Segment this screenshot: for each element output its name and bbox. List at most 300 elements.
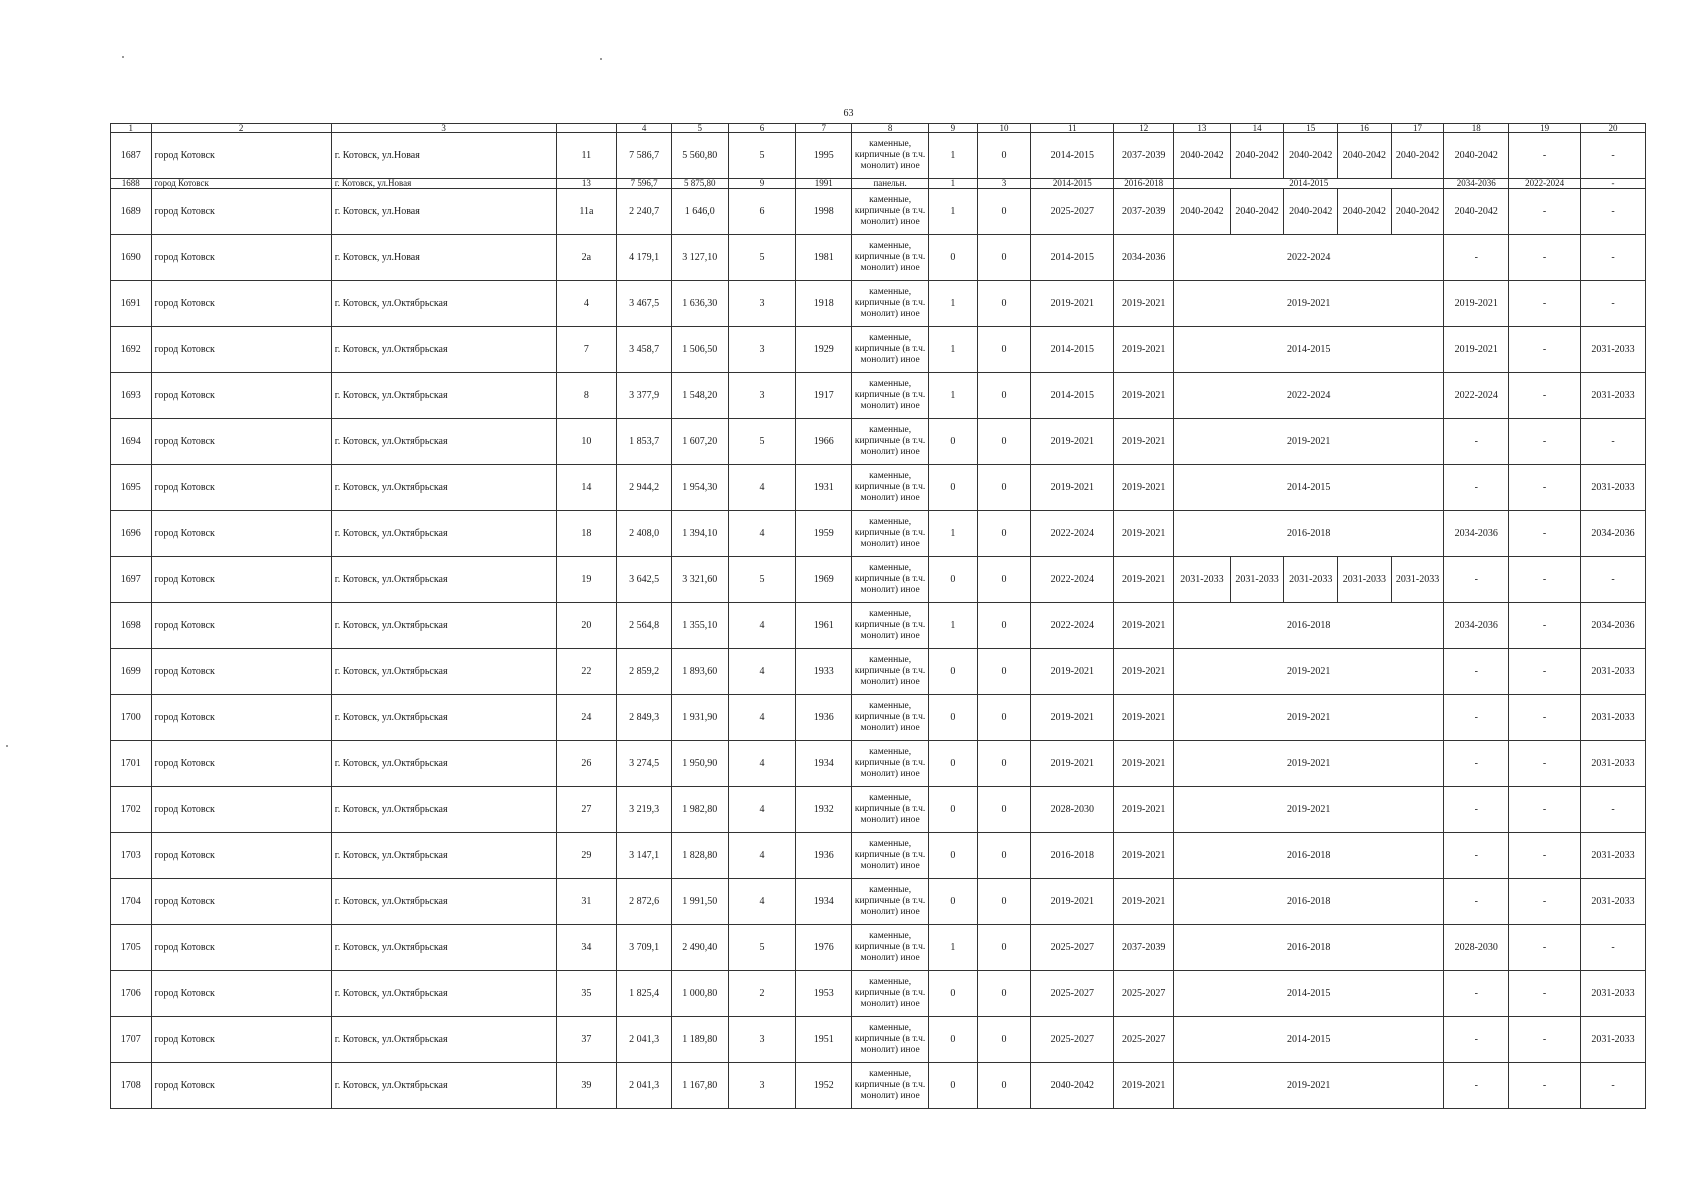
header-cell: 16 — [1338, 124, 1392, 133]
cell-wall-material: каменные, кирпичные (в т.ч. монолит) иное — [852, 281, 929, 327]
cell-col-11: 2025-2027 — [1031, 1017, 1114, 1063]
cell-house-number: 4 — [556, 281, 617, 327]
cell-col-9: 1 — [929, 179, 978, 189]
cell-col-19: - — [1509, 649, 1581, 695]
cell-wall-material: каменные, кирпичные (в т.ч. монолит) иное — [852, 465, 929, 511]
cell-area-total: 3 709,1 — [617, 925, 672, 971]
cell-col-13: 2040-2042 — [1174, 189, 1231, 235]
cell-col-9: 0 — [929, 787, 978, 833]
cell-build-year: 1976 — [796, 925, 852, 971]
cell-municipality: город Котовск — [151, 511, 331, 557]
cell-col-13-17-merged: 2014-2015 — [1174, 327, 1444, 373]
header-cell: 20 — [1581, 124, 1646, 133]
cell-col-18: 2019-2021 — [1444, 281, 1509, 327]
cell-municipality: город Котовск — [151, 787, 331, 833]
table-row — [111, 971, 1646, 1017]
cell-wall-material: каменные, кирпичные (в т.ч. монолит) иное — [852, 511, 929, 557]
cell-floors: 5 — [728, 557, 796, 603]
cell-build-year: 1934 — [796, 879, 852, 925]
header-cell: 19 — [1509, 124, 1581, 133]
cell-build-year: 1951 — [796, 1017, 852, 1063]
cell-municipality: город Котовск — [151, 557, 331, 603]
cell-col-20: 2031-2033 — [1581, 373, 1646, 419]
cell-area-total: 3 642,5 — [617, 557, 672, 603]
cell-build-year: 1936 — [796, 833, 852, 879]
header-cell: 7 — [796, 124, 852, 133]
cell-house-number: 18 — [556, 511, 617, 557]
cell-col-13-17-merged: 2019-2021 — [1174, 419, 1444, 465]
cell-col-10: 0 — [977, 189, 1031, 235]
cell-row-number: 1690 — [111, 235, 152, 281]
cell-house-number: 24 — [556, 695, 617, 741]
header-cell: 18 — [1444, 124, 1509, 133]
cell-col-20: - — [1581, 179, 1646, 189]
cell-area-living: 1 355,10 — [671, 603, 728, 649]
cell-area-total: 2 849,3 — [617, 695, 672, 741]
cell-col-20: - — [1581, 235, 1646, 281]
cell-col-18: 2019-2021 — [1444, 327, 1509, 373]
header-cell: 9 — [929, 124, 978, 133]
cell-col-20: - — [1581, 281, 1646, 327]
cell-col-11: 2022-2024 — [1031, 557, 1114, 603]
cell-house-number: 37 — [556, 1017, 617, 1063]
cell-area-total: 3 219,3 — [617, 787, 672, 833]
cell-col-10: 0 — [977, 787, 1031, 833]
cell-house-number: 29 — [556, 833, 617, 879]
cell-wall-material: каменные, кирпичные (в т.ч. монолит) иное — [852, 741, 929, 787]
cell-address: г. Котовск, ул.Октябрьская — [331, 327, 556, 373]
cell-col-19: - — [1509, 465, 1581, 511]
cell-build-year: 1969 — [796, 557, 852, 603]
cell-row-number: 1692 — [111, 327, 152, 373]
cell-area-living: 1 950,90 — [671, 741, 728, 787]
cell-row-number: 1695 — [111, 465, 152, 511]
cell-address: г. Котовск, ул.Октябрьская — [331, 695, 556, 741]
page-number: 63 — [843, 108, 854, 119]
cell-col-12: 2019-2021 — [1114, 649, 1174, 695]
cell-area-total: 3 377,9 — [617, 373, 672, 419]
cell-col-10: 0 — [977, 235, 1031, 281]
cell-col-19: - — [1509, 373, 1581, 419]
table-row — [111, 603, 1646, 649]
cell-col-20: 2031-2033 — [1581, 327, 1646, 373]
cell-col-9: 1 — [929, 281, 978, 327]
cell-area-total: 1 825,4 — [617, 971, 672, 1017]
cell-address: г. Котовск, ул.Октябрьская — [331, 649, 556, 695]
cell-col-9: 1 — [929, 133, 978, 179]
cell-col-10: 0 — [977, 1017, 1031, 1063]
cell-row-number: 1701 — [111, 741, 152, 787]
table-row — [111, 465, 1646, 511]
header-cell: 10 — [977, 124, 1031, 133]
cell-col-11: 2019-2021 — [1031, 695, 1114, 741]
table-row — [111, 1063, 1646, 1109]
cell-col-9: 0 — [929, 1017, 978, 1063]
cell-floors: 5 — [728, 133, 796, 179]
cell-col-13-17-merged: 2022-2024 — [1174, 235, 1444, 281]
cell-area-total: 3 274,5 — [617, 741, 672, 787]
cell-col-9: 0 — [929, 971, 978, 1017]
cell-build-year: 1959 — [796, 511, 852, 557]
table-row — [111, 419, 1646, 465]
cell-area-living: 2 490,40 — [671, 925, 728, 971]
cell-col-20: 2031-2033 — [1581, 971, 1646, 1017]
cell-col-11: 2025-2027 — [1031, 925, 1114, 971]
cell-col-11: 2014-2015 — [1031, 235, 1114, 281]
cell-col-12: 2019-2021 — [1114, 787, 1174, 833]
cell-col-10: 0 — [977, 133, 1031, 179]
cell-col-11: 2019-2021 — [1031, 281, 1114, 327]
cell-col-20: 2034-2036 — [1581, 511, 1646, 557]
cell-col-9: 1 — [929, 925, 978, 971]
cell-col-10: 0 — [977, 511, 1031, 557]
cell-col-20: - — [1581, 925, 1646, 971]
cell-row-number: 1698 — [111, 603, 152, 649]
cell-municipality: город Котовск — [151, 1017, 331, 1063]
header-cell: 11 — [1031, 124, 1114, 133]
table-row — [111, 235, 1646, 281]
cell-col-9: 0 — [929, 649, 978, 695]
cell-area-living: 5 875,80 — [671, 179, 728, 189]
cell-col-13-17-merged: 2014-2015 — [1174, 971, 1444, 1017]
cell-municipality: город Котовск — [151, 235, 331, 281]
header-cell: 15 — [1284, 124, 1338, 133]
cell-address: г. Котовск, ул.Октябрьская — [331, 1063, 556, 1109]
cell-build-year: 1917 — [796, 373, 852, 419]
cell-col-12: 2019-2021 — [1114, 833, 1174, 879]
table-row — [111, 695, 1646, 741]
cell-wall-material: каменные, кирпичные (в т.ч. монолит) иное — [852, 833, 929, 879]
cell-col-11: 2014-2015 — [1031, 373, 1114, 419]
cell-col-13-17-merged: 2019-2021 — [1174, 649, 1444, 695]
cell-area-living: 1 394,10 — [671, 511, 728, 557]
cell-area-total: 3 458,7 — [617, 327, 672, 373]
cell-address: г. Котовск, ул.Новая — [331, 235, 556, 281]
cell-col-9: 0 — [929, 419, 978, 465]
cell-col-19: - — [1509, 235, 1581, 281]
cell-col-11: 2016-2018 — [1031, 833, 1114, 879]
header-cell: 6 — [728, 124, 796, 133]
cell-wall-material: каменные, кирпичные (в т.ч. монолит) иное — [852, 879, 929, 925]
cell-col-12: 2019-2021 — [1114, 741, 1174, 787]
cell-floors: 3 — [728, 1017, 796, 1063]
cell-municipality: город Котовск — [151, 695, 331, 741]
cell-col-13-17-merged: 2016-2018 — [1174, 833, 1444, 879]
cell-col-16: 2031-2033 — [1338, 557, 1392, 603]
cell-house-number: 26 — [556, 741, 617, 787]
cell-area-living: 1 991,50 — [671, 879, 728, 925]
cell-area-total: 3 467,5 — [617, 281, 672, 327]
cell-floors: 4 — [728, 741, 796, 787]
cell-address: г. Котовск, ул.Октябрьская — [331, 557, 556, 603]
cell-col-12: 2037-2039 — [1114, 925, 1174, 971]
cell-row-number: 1694 — [111, 419, 152, 465]
cell-col-10: 0 — [977, 281, 1031, 327]
cell-col-13-17-merged: 2019-2021 — [1174, 695, 1444, 741]
cell-col-19: - — [1509, 189, 1581, 235]
cell-col-19: - — [1509, 695, 1581, 741]
cell-col-10: 0 — [977, 419, 1031, 465]
cell-col-17: 2031-2033 — [1391, 557, 1444, 603]
cell-col-13: 2031-2033 — [1174, 557, 1231, 603]
cell-area-total: 2 944,2 — [617, 465, 672, 511]
cell-area-living: 5 560,80 — [671, 133, 728, 179]
cell-wall-material: каменные, кирпичные (в т.ч. монолит) иное — [852, 649, 929, 695]
cell-col-12: 2016-2018 — [1114, 179, 1174, 189]
cell-col-20: 2031-2033 — [1581, 879, 1646, 925]
cell-address: г. Котовск, ул.Октябрьская — [331, 787, 556, 833]
cell-col-12: 2037-2039 — [1114, 189, 1174, 235]
cell-row-number: 1697 — [111, 557, 152, 603]
cell-col-19: - — [1509, 419, 1581, 465]
cell-row-number: 1700 — [111, 695, 152, 741]
cell-build-year: 1929 — [796, 327, 852, 373]
cell-address: г. Котовск, ул.Октябрьская — [331, 971, 556, 1017]
scan-speck — [600, 58, 602, 60]
cell-col-12: 2019-2021 — [1114, 281, 1174, 327]
cell-col-17: 2040-2042 — [1391, 189, 1444, 235]
cell-col-19: - — [1509, 1063, 1581, 1109]
cell-col-18: 2040-2042 — [1444, 189, 1509, 235]
cell-house-number: 13 — [556, 179, 617, 189]
table-row — [111, 179, 1646, 189]
cell-municipality: город Котовск — [151, 879, 331, 925]
table-row — [111, 557, 1646, 603]
cell-col-12: 2019-2021 — [1114, 511, 1174, 557]
cell-col-13-17-merged: 2014-2015 — [1174, 1017, 1444, 1063]
cell-house-number: 31 — [556, 879, 617, 925]
cell-area-living: 1 167,80 — [671, 1063, 728, 1109]
cell-col-18: - — [1444, 1063, 1509, 1109]
cell-area-total: 2 859,2 — [617, 649, 672, 695]
table-row — [111, 925, 1646, 971]
cell-col-20: 2031-2033 — [1581, 465, 1646, 511]
cell-house-number: 27 — [556, 787, 617, 833]
cell-col-9: 0 — [929, 557, 978, 603]
cell-col-9: 0 — [929, 1063, 978, 1109]
cell-col-15: 2040-2042 — [1284, 189, 1338, 235]
cell-address: г. Котовск, ул.Новая — [331, 179, 556, 189]
cell-floors: 4 — [728, 649, 796, 695]
cell-col-18: - — [1444, 695, 1509, 741]
cell-area-total: 7 596,7 — [617, 179, 672, 189]
table-row — [111, 649, 1646, 695]
cell-area-total: 1 853,7 — [617, 419, 672, 465]
cell-col-20: - — [1581, 557, 1646, 603]
scan-speck — [122, 56, 124, 58]
cell-col-11: 2014-2015 — [1031, 327, 1114, 373]
table-body — [111, 124, 1646, 1109]
cell-col-12: 2019-2021 — [1114, 419, 1174, 465]
cell-municipality: город Котовск — [151, 971, 331, 1017]
cell-col-12: 2019-2021 — [1114, 327, 1174, 373]
cell-build-year: 1933 — [796, 649, 852, 695]
cell-house-number: 34 — [556, 925, 617, 971]
table-row — [111, 833, 1646, 879]
cell-col-20: - — [1581, 1063, 1646, 1109]
cell-municipality: город Котовск — [151, 741, 331, 787]
cell-wall-material: каменные, кирпичные (в т.ч. монолит) иное — [852, 419, 929, 465]
cell-col-15: 2031-2033 — [1284, 557, 1338, 603]
cell-address: г. Котовск, ул.Новая — [331, 133, 556, 179]
cell-col-12: 2019-2021 — [1114, 373, 1174, 419]
cell-build-year: 1918 — [796, 281, 852, 327]
cell-wall-material: каменные, кирпичные (в т.ч. монолит) иное — [852, 189, 929, 235]
cell-col-11: 2040-2042 — [1031, 1063, 1114, 1109]
cell-col-15: 2040-2042 — [1284, 133, 1338, 179]
cell-build-year: 1991 — [796, 179, 852, 189]
cell-municipality: город Котовск — [151, 649, 331, 695]
cell-area-total: 3 147,1 — [617, 833, 672, 879]
cell-house-number: 14 — [556, 465, 617, 511]
cell-house-number: 8 — [556, 373, 617, 419]
cell-area-living: 1 982,80 — [671, 787, 728, 833]
header-cell: 17 — [1391, 124, 1444, 133]
cell-row-number: 1706 — [111, 971, 152, 1017]
cell-col-19: - — [1509, 281, 1581, 327]
cell-col-12: 2034-2036 — [1114, 235, 1174, 281]
cell-area-living: 1 548,20 — [671, 373, 728, 419]
cell-col-18: 2034-2036 — [1444, 511, 1509, 557]
cell-municipality: город Котовск — [151, 925, 331, 971]
header-cell: 5 — [671, 124, 728, 133]
cell-col-13-17-merged: 2022-2024 — [1174, 373, 1444, 419]
cell-area-total: 2 240,7 — [617, 189, 672, 235]
cell-col-19: - — [1509, 327, 1581, 373]
header-cell: 13 — [1174, 124, 1231, 133]
cell-row-number: 1699 — [111, 649, 152, 695]
cell-house-number: 20 — [556, 603, 617, 649]
cell-build-year: 1931 — [796, 465, 852, 511]
cell-municipality: город Котовск — [151, 281, 331, 327]
cell-address: г. Котовск, ул.Октябрьская — [331, 833, 556, 879]
cell-col-13-17-merged: 2019-2021 — [1174, 741, 1444, 787]
cell-col-20: 2031-2033 — [1581, 833, 1646, 879]
header-row — [111, 124, 1646, 133]
cell-col-11: 2022-2024 — [1031, 511, 1114, 557]
cell-row-number: 1689 — [111, 189, 152, 235]
cell-floors: 9 — [728, 179, 796, 189]
cell-wall-material: каменные, кирпичные (в т.ч. монолит) иное — [852, 235, 929, 281]
cell-floors: 3 — [728, 1063, 796, 1109]
cell-row-number: 1703 — [111, 833, 152, 879]
cell-col-12: 2019-2021 — [1114, 465, 1174, 511]
cell-floors: 6 — [728, 189, 796, 235]
cell-col-11: 2014-2015 — [1031, 179, 1114, 189]
cell-col-19: - — [1509, 511, 1581, 557]
cell-address: г. Котовск, ул.Октябрьская — [331, 925, 556, 971]
cell-floors: 4 — [728, 695, 796, 741]
cell-floors: 5 — [728, 419, 796, 465]
cell-col-10: 0 — [977, 741, 1031, 787]
cell-house-number: 2а — [556, 235, 617, 281]
cell-floors: 5 — [728, 925, 796, 971]
cell-wall-material: каменные, кирпичные (в т.ч. монолит) иное — [852, 1063, 929, 1109]
cell-col-18: 2034-2036 — [1444, 603, 1509, 649]
header-cell: 12 — [1114, 124, 1174, 133]
cell-col-18: 2028-2030 — [1444, 925, 1509, 971]
cell-municipality: город Котовск — [151, 179, 331, 189]
cell-floors: 4 — [728, 833, 796, 879]
cell-address: г. Котовск, ул.Октябрьская — [331, 281, 556, 327]
cell-address: г. Котовск, ул.Октябрьская — [331, 1017, 556, 1063]
cell-col-13: 2040-2042 — [1174, 133, 1231, 179]
header-cell — [556, 124, 617, 133]
cell-col-10: 0 — [977, 649, 1031, 695]
cell-col-12: 2019-2021 — [1114, 879, 1174, 925]
housing-table — [110, 123, 1646, 1109]
cell-col-9: 0 — [929, 741, 978, 787]
cell-col-19: - — [1509, 833, 1581, 879]
cell-col-10: 0 — [977, 925, 1031, 971]
cell-area-total: 2 408,0 — [617, 511, 672, 557]
cell-house-number: 22 — [556, 649, 617, 695]
cell-col-11: 2014-2015 — [1031, 133, 1114, 179]
cell-col-18: - — [1444, 1017, 1509, 1063]
cell-row-number: 1705 — [111, 925, 152, 971]
cell-wall-material: панельн. — [852, 179, 929, 189]
header-cell: 4 — [617, 124, 672, 133]
cell-col-16: 2040-2042 — [1338, 189, 1392, 235]
cell-col-10: 0 — [977, 557, 1031, 603]
cell-row-number: 1688 — [111, 179, 152, 189]
cell-address: г. Котовск, ул.Октябрьская — [331, 419, 556, 465]
cell-col-17: 2040-2042 — [1391, 133, 1444, 179]
cell-col-18: - — [1444, 787, 1509, 833]
cell-col-20: 2031-2033 — [1581, 695, 1646, 741]
cell-col-20: - — [1581, 189, 1646, 235]
cell-col-9: 1 — [929, 327, 978, 373]
cell-col-10: 0 — [977, 879, 1031, 925]
cell-col-11: 2019-2021 — [1031, 879, 1114, 925]
cell-build-year: 1936 — [796, 695, 852, 741]
cell-municipality: город Котовск — [151, 833, 331, 879]
cell-col-18: - — [1444, 649, 1509, 695]
cell-floors: 4 — [728, 603, 796, 649]
cell-house-number: 35 — [556, 971, 617, 1017]
cell-col-18: 2040-2042 — [1444, 133, 1509, 179]
cell-house-number: 39 — [556, 1063, 617, 1109]
cell-col-20: 2031-2033 — [1581, 649, 1646, 695]
cell-build-year: 1995 — [796, 133, 852, 179]
cell-build-year: 1998 — [796, 189, 852, 235]
cell-wall-material: каменные, кирпичные (в т.ч. монолит) иное — [852, 695, 929, 741]
cell-col-10: 0 — [977, 833, 1031, 879]
cell-floors: 4 — [728, 787, 796, 833]
cell-house-number: 10 — [556, 419, 617, 465]
cell-col-13-17-merged: 2014-2015 — [1174, 465, 1444, 511]
cell-build-year: 1934 — [796, 741, 852, 787]
cell-municipality: город Котовск — [151, 603, 331, 649]
table-row — [111, 511, 1646, 557]
cell-col-9: 1 — [929, 511, 978, 557]
cell-wall-material: каменные, кирпичные (в т.ч. монолит) иное — [852, 925, 929, 971]
cell-col-14: 2040-2042 — [1230, 189, 1284, 235]
cell-col-11: 2028-2030 — [1031, 787, 1114, 833]
cell-floors: 2 — [728, 971, 796, 1017]
cell-address: г. Котовск, ул.Октябрьская — [331, 879, 556, 925]
cell-col-10: 0 — [977, 971, 1031, 1017]
table-row — [111, 189, 1646, 235]
cell-address: г. Котовск, ул.Октябрьская — [331, 603, 556, 649]
cell-floors: 4 — [728, 511, 796, 557]
cell-row-number: 1696 — [111, 511, 152, 557]
table-row — [111, 879, 1646, 925]
cell-col-12: 2019-2021 — [1114, 557, 1174, 603]
cell-col-13-17-merged: 2014-2015 — [1174, 179, 1444, 189]
cell-col-13-17-merged: 2019-2021 — [1174, 281, 1444, 327]
cell-area-living: 3 321,60 — [671, 557, 728, 603]
